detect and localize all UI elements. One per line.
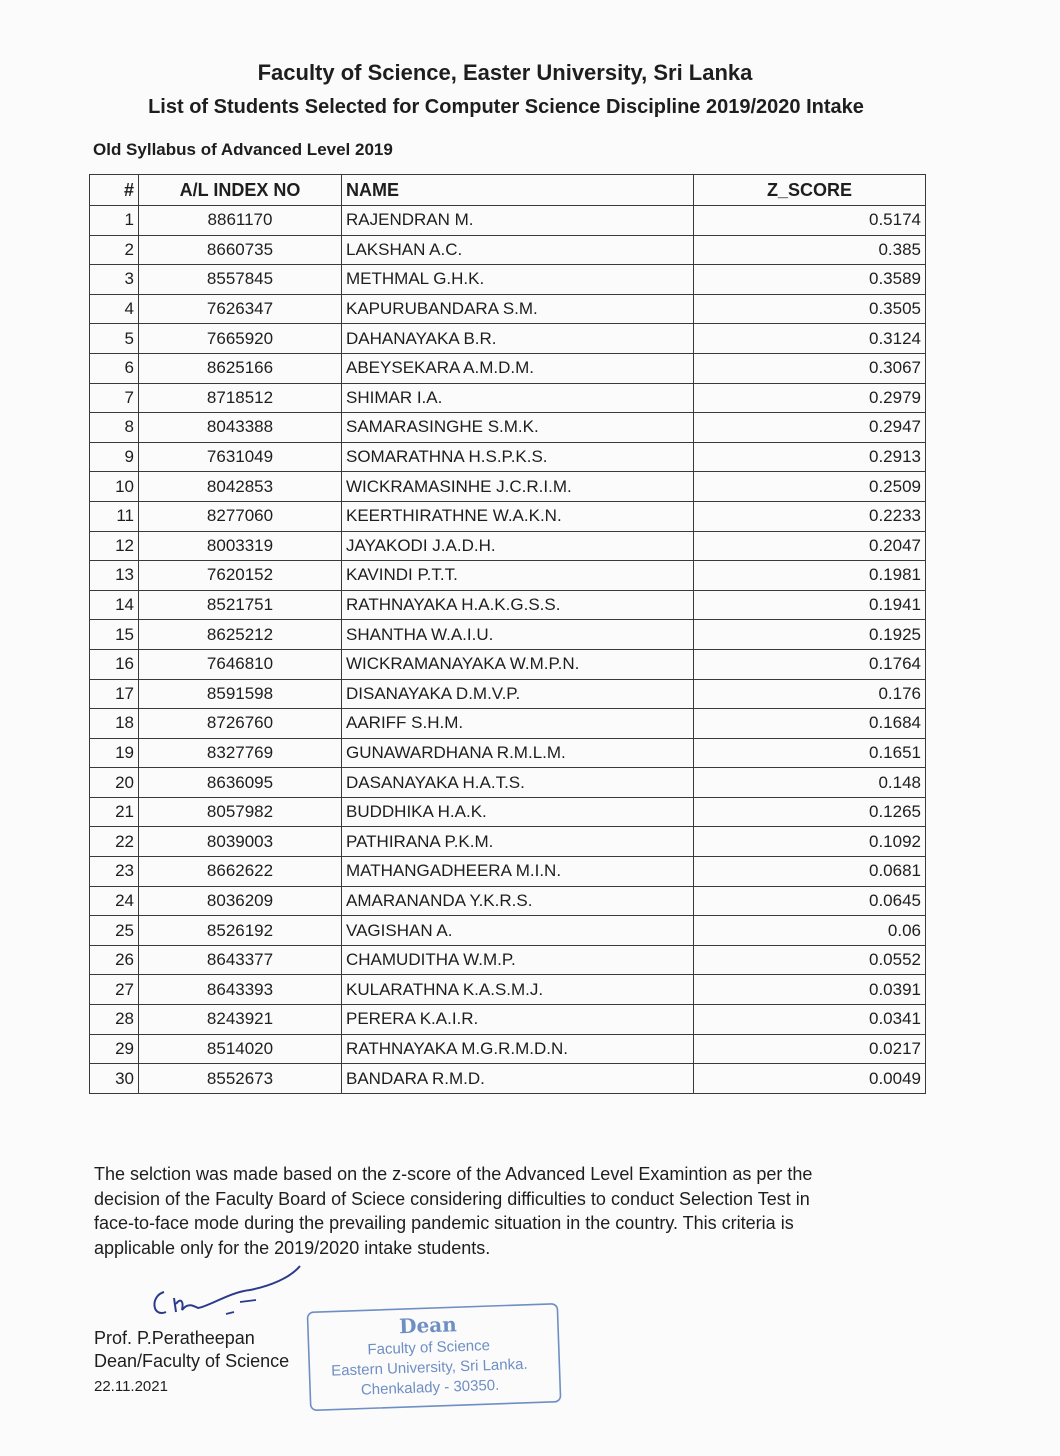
row-student-name: KAPURUBANDARA S.M.: [342, 294, 694, 324]
row-index-no: 8521751: [139, 590, 342, 620]
row-student-name: DASANAYAKA H.A.T.S.: [342, 768, 694, 798]
row-index-no: 7620152: [139, 561, 342, 591]
table-row: [90, 679, 926, 709]
section-heading: Old Syllabus of Advanced Level 2019: [93, 140, 393, 159]
handwritten-signature: [140, 1262, 310, 1332]
row-index-no: 8662622: [139, 857, 342, 887]
row-number: 20: [90, 768, 139, 798]
table-header-row: [90, 175, 926, 206]
row-index-no: 8036209: [139, 886, 342, 916]
table-row: [90, 857, 926, 887]
row-index-no: 8042853: [139, 472, 342, 502]
row-number: 6: [90, 353, 139, 383]
column-header-z-score: Z_SCORE: [694, 175, 926, 206]
row-z-score: 0.0391: [694, 975, 926, 1005]
row-z-score: 0.3067: [694, 353, 926, 383]
row-index-no: 7646810: [139, 649, 342, 679]
row-z-score: 0.2979: [694, 383, 926, 413]
row-z-score: 0.2047: [694, 531, 926, 561]
note-line: applicable only for the 2019/2020 intake students.: [94, 1237, 491, 1258]
note-line: face-to-face mode during the prevailing pandemic situation in the country. This criteria is: [94, 1213, 794, 1233]
row-z-score: 0.3124: [694, 324, 926, 354]
row-index-no: 8636095: [139, 768, 342, 798]
row-z-score: 0.2947: [694, 413, 926, 443]
selection-note: [94, 1162, 934, 1260]
row-student-name: RATHNAYAKA M.G.R.M.D.N.: [342, 1034, 694, 1064]
table-row: [90, 827, 926, 857]
note-line: The selction was made based on the z-score of the Advanced Level Examintion as per the: [94, 1164, 813, 1184]
row-student-name: PATHIRANA P.K.M.: [342, 827, 694, 857]
row-z-score: 0.2509: [694, 472, 926, 502]
row-z-score: 0.1684: [694, 709, 926, 739]
row-number: 18: [90, 709, 139, 739]
table-row: [90, 797, 926, 827]
row-student-name: DISANAYAKA D.M.V.P.: [342, 679, 694, 709]
row-student-name: DAHANAYAKA B.R.: [342, 324, 694, 354]
table-row: [90, 768, 926, 798]
selected-students-table: [89, 174, 926, 1094]
table-row: [90, 620, 926, 650]
row-student-name: KAVINDI P.T.T.: [342, 561, 694, 591]
row-number: 11: [90, 501, 139, 531]
row-student-name: SAMARASINGHE S.M.K.: [342, 413, 694, 443]
row-index-no: 8057982: [139, 797, 342, 827]
table-row: [90, 561, 926, 591]
row-z-score: 0.1651: [694, 738, 926, 768]
row-index-no: 8514020: [139, 1034, 342, 1064]
row-z-score: 0.1265: [694, 797, 926, 827]
table-row: [90, 294, 926, 324]
row-index-no: 8043388: [139, 413, 342, 443]
row-index-no: 8643393: [139, 975, 342, 1005]
row-z-score: 0.1764: [694, 649, 926, 679]
table-row: [90, 353, 926, 383]
row-student-name: PERERA K.A.I.R.: [342, 1005, 694, 1035]
row-number: 14: [90, 590, 139, 620]
stamp-address: Chenkalady - 30350.: [360, 1376, 500, 1399]
row-number: 16: [90, 649, 139, 679]
row-index-no: 8277060: [139, 501, 342, 531]
table-row: [90, 383, 926, 413]
page-subtitle: List of Students Selected for Computer Science Discipline 2019/2020 Intake: [148, 96, 864, 118]
official-dean-stamp: [305, 1300, 565, 1412]
table-row: [90, 324, 926, 354]
row-index-no: 8552673: [139, 1064, 342, 1094]
table-row: [90, 265, 926, 295]
row-z-score: 0.1925: [694, 620, 926, 650]
row-number: 7: [90, 383, 139, 413]
row-student-name: GUNAWARDHANA R.M.L.M.: [342, 738, 694, 768]
row-number: 17: [90, 679, 139, 709]
row-student-name: SHANTHA W.A.I.U.: [342, 620, 694, 650]
table-row: [90, 975, 926, 1005]
table-row: [90, 945, 926, 975]
row-z-score: 0.0645: [694, 886, 926, 916]
signer-role: Dean/Faculty of Science: [94, 1351, 290, 1371]
row-z-score: 0.176: [694, 679, 926, 709]
table-row: [90, 235, 926, 265]
row-student-name: WICKRAMANAYAKA W.M.P.N.: [342, 649, 694, 679]
row-index-no: 7626347: [139, 294, 342, 324]
row-z-score: 0.0217: [694, 1034, 926, 1064]
table-row: [90, 472, 926, 502]
row-index-no: 8327769: [139, 738, 342, 768]
table-row: [90, 886, 926, 916]
row-number: 15: [90, 620, 139, 650]
row-number: 3: [90, 265, 139, 295]
table-body: [90, 206, 926, 1094]
table-row: [90, 709, 926, 739]
row-z-score: 0.06: [694, 916, 926, 946]
row-number: 29: [90, 1034, 139, 1064]
row-number: 30: [90, 1064, 139, 1094]
row-number: 8: [90, 413, 139, 443]
row-z-score: 0.3505: [694, 294, 926, 324]
row-z-score: 0.5174: [694, 206, 926, 236]
row-number: 1: [90, 206, 139, 236]
row-z-score: 0.1092: [694, 827, 926, 857]
row-student-name: ABEYSEKARA A.M.D.M.: [342, 353, 694, 383]
row-number: 19: [90, 738, 139, 768]
row-number: 27: [90, 975, 139, 1005]
row-student-name: RATHNAYAKA H.A.K.G.S.S.: [342, 590, 694, 620]
row-number: 24: [90, 886, 139, 916]
row-student-name: BANDARA R.M.D.: [342, 1064, 694, 1094]
row-number: 26: [90, 945, 139, 975]
row-number: 12: [90, 531, 139, 561]
row-number: 13: [90, 561, 139, 591]
stamp-faculty: Faculty of Science: [367, 1337, 491, 1359]
table-row: [90, 916, 926, 946]
row-z-score: 0.2233: [694, 501, 926, 531]
row-student-name: SOMARATHNA H.S.P.K.S.: [342, 442, 694, 472]
row-student-name: CHAMUDITHA W.M.P.: [342, 945, 694, 975]
row-index-no: 8039003: [139, 827, 342, 857]
signature-date: 22.11.2021: [94, 1378, 168, 1395]
table-row: [90, 738, 926, 768]
row-index-no: 8718512: [139, 383, 342, 413]
row-student-name: MATHANGADHEERA M.I.N.: [342, 857, 694, 887]
table-row: [90, 442, 926, 472]
column-header-name: NAME: [342, 175, 694, 206]
table-row: [90, 531, 926, 561]
row-index-no: 7631049: [139, 442, 342, 472]
row-index-no: 7665920: [139, 324, 342, 354]
row-student-name: KULARATHNA K.A.S.M.J.: [342, 975, 694, 1005]
column-header-number: #: [90, 175, 139, 206]
row-number: 25: [90, 916, 139, 946]
row-student-name: SHIMAR I.A.: [342, 383, 694, 413]
note-line: decision of the Faculty Board of Sciece considering difficulties to conduct Selection Test in: [94, 1188, 810, 1209]
row-number: 28: [90, 1005, 139, 1035]
row-index-no: 8591598: [139, 679, 342, 709]
table-row: [90, 413, 926, 443]
row-student-name: WICKRAMASINHE J.C.R.I.M.: [342, 472, 694, 502]
row-z-score: 0.1981: [694, 561, 926, 591]
row-z-score: 0.0681: [694, 857, 926, 887]
stamp-title: Dean: [398, 1312, 458, 1339]
row-student-name: LAKSHAN A.C.: [342, 235, 694, 265]
row-z-score: 0.148: [694, 768, 926, 798]
row-z-score: 0.0552: [694, 945, 926, 975]
row-number: 22: [90, 827, 139, 857]
table-row: [90, 206, 926, 236]
row-student-name: AARIFF S.H.M.: [342, 709, 694, 739]
row-z-score: 0.3589: [694, 265, 926, 295]
table-row: [90, 1005, 926, 1035]
row-index-no: 8726760: [139, 709, 342, 739]
table-row: [90, 649, 926, 679]
row-index-no: 8003319: [139, 531, 342, 561]
row-student-name: KEERTHIRATHNE W.A.K.N.: [342, 501, 694, 531]
row-student-name: METHMAL G.H.K.: [342, 265, 694, 295]
row-index-no: 8861170: [139, 206, 342, 236]
row-number: 9: [90, 442, 139, 472]
row-index-no: 8243921: [139, 1005, 342, 1035]
column-header-index-no: A/L INDEX NO: [139, 175, 342, 206]
row-number: 23: [90, 857, 139, 887]
table-row: [90, 501, 926, 531]
row-student-name: JAYAKODI J.A.D.H.: [342, 531, 694, 561]
signer-name: Prof. P.Peratheepan: [94, 1328, 255, 1348]
row-z-score: 0.1941: [694, 590, 926, 620]
row-index-no: 8660735: [139, 235, 342, 265]
row-z-score: 0.385: [694, 235, 926, 265]
row-index-no: 8643377: [139, 945, 342, 975]
row-number: 4: [90, 294, 139, 324]
table-row: [90, 590, 926, 620]
row-number: 10: [90, 472, 139, 502]
row-z-score: 0.0341: [694, 1005, 926, 1035]
row-z-score: 0.0049: [694, 1064, 926, 1094]
row-student-name: RAJENDRAN M.: [342, 206, 694, 236]
row-student-name: AMARANANDA Y.K.R.S.: [342, 886, 694, 916]
row-index-no: 8557845: [139, 265, 342, 295]
row-number: 21: [90, 797, 139, 827]
row-index-no: 8625212: [139, 620, 342, 650]
row-student-name: BUDDHIKA H.A.K.: [342, 797, 694, 827]
row-index-no: 8526192: [139, 916, 342, 946]
table-row: [90, 1064, 926, 1094]
page-title: Faculty of Science, Easter University, Sri Lanka: [257, 60, 753, 85]
table-row: [90, 1034, 926, 1064]
row-index-no: 8625166: [139, 353, 342, 383]
row-number: 5: [90, 324, 139, 354]
stamp-university: Eastern University, Sri Lanka.: [330, 1355, 528, 1380]
row-student-name: VAGISHAN A.: [342, 916, 694, 946]
row-z-score: 0.2913: [694, 442, 926, 472]
row-number: 2: [90, 235, 139, 265]
